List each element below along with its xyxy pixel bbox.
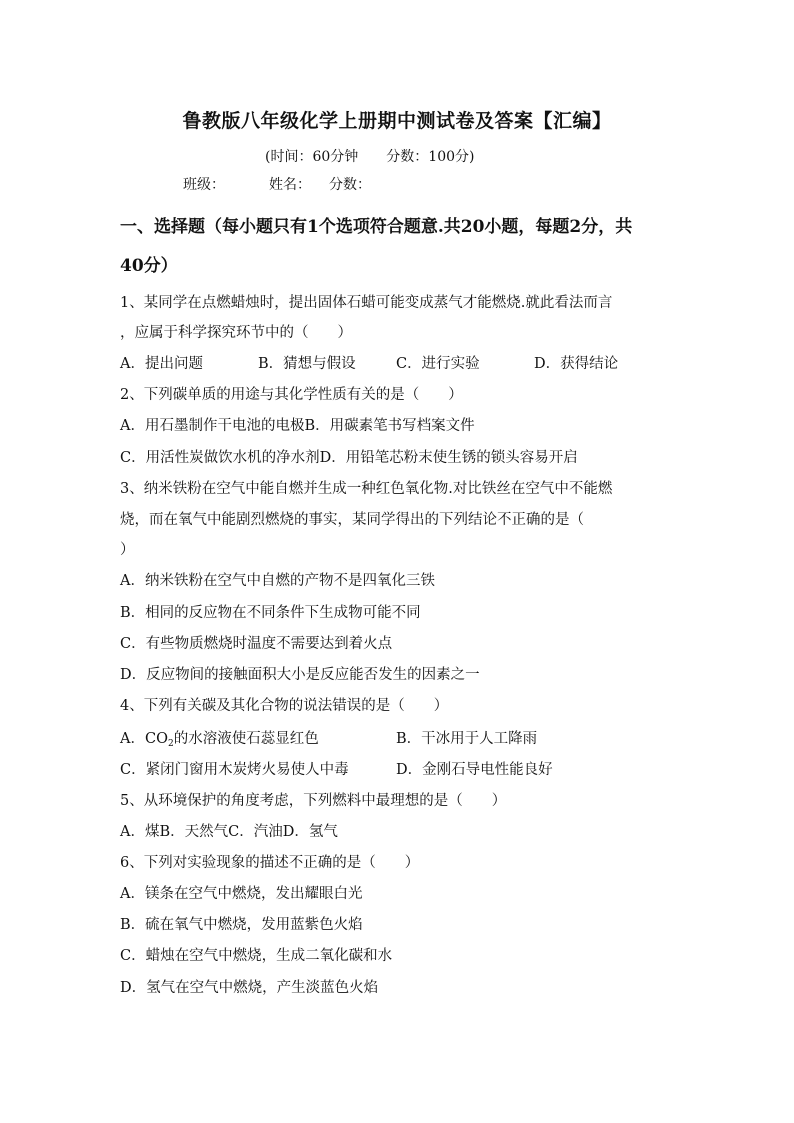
question-4-option-c: C．紧闭门窗用木炭烤火易使人中毒 <box>120 762 349 778</box>
student-info-row <box>183 174 371 194</box>
question-6-stem: 6、下列对实验现象的描述不正确的是（ ） <box>120 855 420 871</box>
question-4-option-a: A．$CO_2$的水溶液使石蕊显红色 <box>120 731 319 749</box>
question-2-stem: 2、下列碳单质的用途与其化学性质有关的是（ ） <box>120 387 463 403</box>
question-1-option-d: D．获得结论 <box>534 356 619 372</box>
question-6-option-a: A．镁条在空气中燃烧，发出耀眼白光 <box>120 886 363 902</box>
question-1-stem: 1、某同学在点燃蜡烛时，提出固体石蜡可能变成蒸气才能燃烧.就此看法而言 <box>120 295 613 311</box>
page-title: 鲁教版八年级化学上册期中测试卷及答案【汇编】 <box>182 110 612 132</box>
exam-meta <box>265 146 474 166</box>
question-3-stem-cont: 烧，而在氧气中能剧烈燃烧的事实，某同学得出的下列结论不正确的是（ <box>120 512 584 528</box>
question-6-option-d: D．氢气在空气中燃烧，产生淡蓝色火焰 <box>120 980 379 996</box>
exam-time: (时间：60分钟 <box>265 149 359 165</box>
question-1-option-c: C．进行实验 <box>396 356 480 372</box>
question-6-option-c: C．蜡烛在空气中燃烧，生成二氧化碳和水 <box>120 948 393 964</box>
question-5-stem: 5、从环境保护的角度考虑，下列燃料中最理想的是（ ） <box>120 793 507 809</box>
question-3-option-a: A．纳米铁粉在空气中自燃的产物不是四氧化三铁 <box>120 573 435 589</box>
section-heading-cont: 40分） <box>120 256 178 276</box>
question-2-options-ab: A．用石墨制作干电池的电极B．用碳素笔书写档案文件 <box>120 418 475 434</box>
question-2-options-cd: C．用活性炭做饮水机的净水剂D．用铅笔芯粉末使生锈的锁头容易开启 <box>120 450 578 466</box>
question-3-option-c: C．有些物质燃烧时温度不需要达到着火点 <box>120 636 393 652</box>
question-4-stem: 4、下列有关碳及其化合物的说法错误的是（ ） <box>120 698 449 714</box>
question-1-stem-cont: ，应属于科学探究环节中的（ ） <box>120 325 352 341</box>
question-6-option-b: B．硫在氧气中燃烧，发用蓝紫色火焰 <box>120 917 363 933</box>
section-heading: 一、选择题（每小题只有1个选项符合题意.共20小题，每题2分，共 <box>120 217 633 237</box>
question-3-stem-end: ） <box>120 542 135 558</box>
question-3-option-b: B．相同的反应物在不同条件下生成物可能不同 <box>120 605 421 621</box>
question-4-options-ab <box>120 727 537 749</box>
class-label: 班级： <box>183 177 225 193</box>
name-label: 姓名： <box>269 177 311 193</box>
question-1-option-a: A．提出问题 <box>120 356 203 372</box>
question-4-options-cd <box>120 758 553 779</box>
question-5-options: A．煤B．天然气C．汽油D．氢气 <box>120 824 338 840</box>
question-3-stem: 3、纳米铁粉在空气中能自燃并生成一种红色氧化物.对比铁丝在空气中不能燃 <box>120 481 613 497</box>
question-4-option-b: B．干冰用于人工降雨 <box>396 731 538 747</box>
exam-total-score: 分数：100分) <box>386 149 475 165</box>
question-3-option-d: D．反应物间的接触面积大小是反应能否发生的因素之一 <box>120 667 480 683</box>
score-label: 分数： <box>329 177 371 193</box>
question-4-option-d: D．金刚石导电性能良好 <box>396 762 553 778</box>
question-1-option-b: B．猜想与假设 <box>258 356 356 372</box>
question-1-options <box>120 352 618 373</box>
